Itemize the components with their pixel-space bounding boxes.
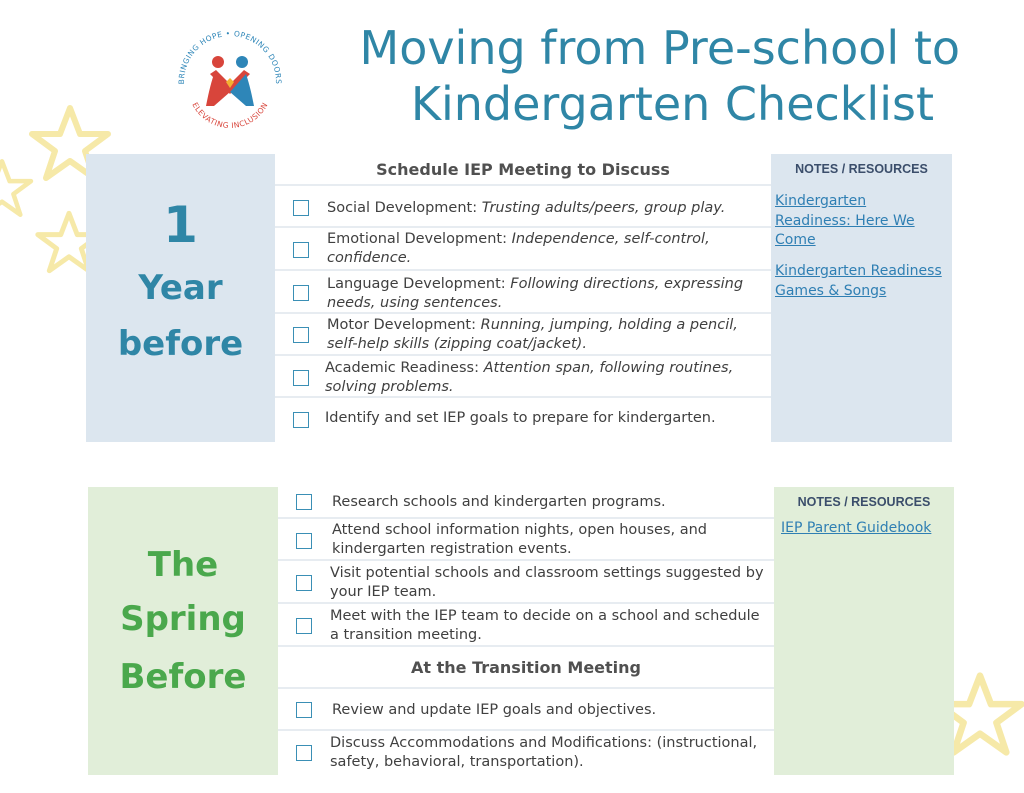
resource-link-readiness-games-songs[interactable]: Kindergarten Readiness Games & Songs (775, 263, 942, 299)
page-title (300, 20, 960, 132)
checklist-item (275, 356, 771, 398)
checklist-item (275, 186, 771, 228)
checkbox[interactable] (293, 327, 309, 343)
notes-heading: NOTES / RESOURCES (797, 495, 931, 509)
section2-side-panel (88, 487, 278, 775)
organization-logo (170, 22, 290, 142)
item-label: Identify and set IEP goals to prepare for kindergarten. (325, 410, 716, 426)
resource-link-iep-parent-guidebook[interactable]: IEP Parent Guidebook (781, 520, 932, 536)
section-spring-before (88, 487, 954, 775)
item-label: Visit potential schools and classroom settings suggested by your IEP team. (330, 565, 764, 600)
notes-heading: NOTES / RESOURCES (795, 162, 928, 176)
checklist-item (275, 228, 771, 271)
section2-side-label-1: The (147, 545, 219, 585)
logo-text-bottom: ELEVATING INCLUSION (190, 100, 270, 131)
item-label: Academic Readiness: (325, 360, 479, 376)
section1-checklist (275, 154, 771, 442)
checkbox[interactable] (293, 200, 309, 216)
item-label: Motor Development: (327, 317, 477, 333)
checklist-item (278, 731, 774, 775)
item-detail: Trusting adults/peers, group play. (481, 200, 726, 216)
item-label: Attend school information nights, open houses, and kindergarten registration events. (332, 522, 707, 557)
item-detail: Independence, self-control, confidence. (327, 231, 710, 266)
checkbox[interactable] (296, 745, 312, 761)
star-doodle-left-edge (0, 158, 34, 218)
checklist-item (278, 604, 774, 647)
checkbox[interactable] (296, 533, 312, 549)
checkbox[interactable] (293, 370, 309, 386)
item-label: Language Development: (327, 276, 506, 292)
section1-side-label-2: Year (138, 268, 223, 308)
section2-checklist (278, 487, 774, 775)
section1-side-label-3: before (117, 324, 244, 364)
section2-side-label-3: Before (119, 657, 247, 697)
checkbox[interactable] (296, 618, 312, 634)
checkbox[interactable] (296, 494, 312, 510)
item-detail: Running, jumping, holding a pencil, self-help skills (zipping coat/jacket). (327, 317, 738, 352)
section1-heading (275, 154, 771, 186)
section1-side-label-1: 1 (163, 196, 198, 254)
page-title-line-1: Moving from Pre-school to (359, 21, 960, 75)
checklist-item (278, 689, 774, 731)
section2-side-label-2: Spring (120, 599, 246, 639)
resource-link-kindergarten-readiness[interactable]: Kindergarten Readiness: Here We Come (775, 193, 915, 248)
item-label: Research schools and kindergarten programs. (332, 494, 666, 510)
item-label: Emotional Development: (327, 231, 507, 247)
checklist-item (275, 271, 771, 314)
item-detail: Attention span, following routines, solving problems. (325, 360, 734, 395)
logo-text-top: BRINGING HOPE • OPENING DOORS (176, 28, 284, 85)
section1-notes-panel (771, 154, 952, 442)
section-one-year-before (86, 154, 952, 442)
section1-side-panel (86, 154, 275, 442)
section2-heading (278, 647, 774, 689)
item-detail: Following directions, expressing needs, using sentences. (327, 276, 744, 311)
item-label: Discuss Accommodations and Modifications: (instructional, safety, behavioral, transportation). (330, 735, 758, 770)
item-label: Social Development: (327, 200, 478, 216)
checkbox[interactable] (293, 242, 309, 258)
checklist-item (275, 314, 771, 356)
item-label: Review and update IEP goals and objectives. (332, 702, 657, 718)
checkbox[interactable] (293, 285, 309, 301)
section1-heading-text: Schedule IEP Meeting to Discuss (376, 159, 670, 179)
page-title-line-2: Kindergarten Checklist (410, 77, 934, 131)
checkbox[interactable] (296, 702, 312, 718)
item-label: Meet with the IEP team to decide on a school and schedule a transition meeting. (330, 608, 760, 643)
checklist-item (278, 519, 774, 561)
section2-notes-panel (774, 487, 954, 775)
checklist-item (275, 398, 771, 442)
checklist-item (278, 487, 774, 519)
checkbox[interactable] (296, 575, 312, 591)
section2-heading-text: At the Transition Meeting (411, 657, 641, 677)
checklist-item (278, 561, 774, 604)
checkbox[interactable] (293, 412, 309, 428)
